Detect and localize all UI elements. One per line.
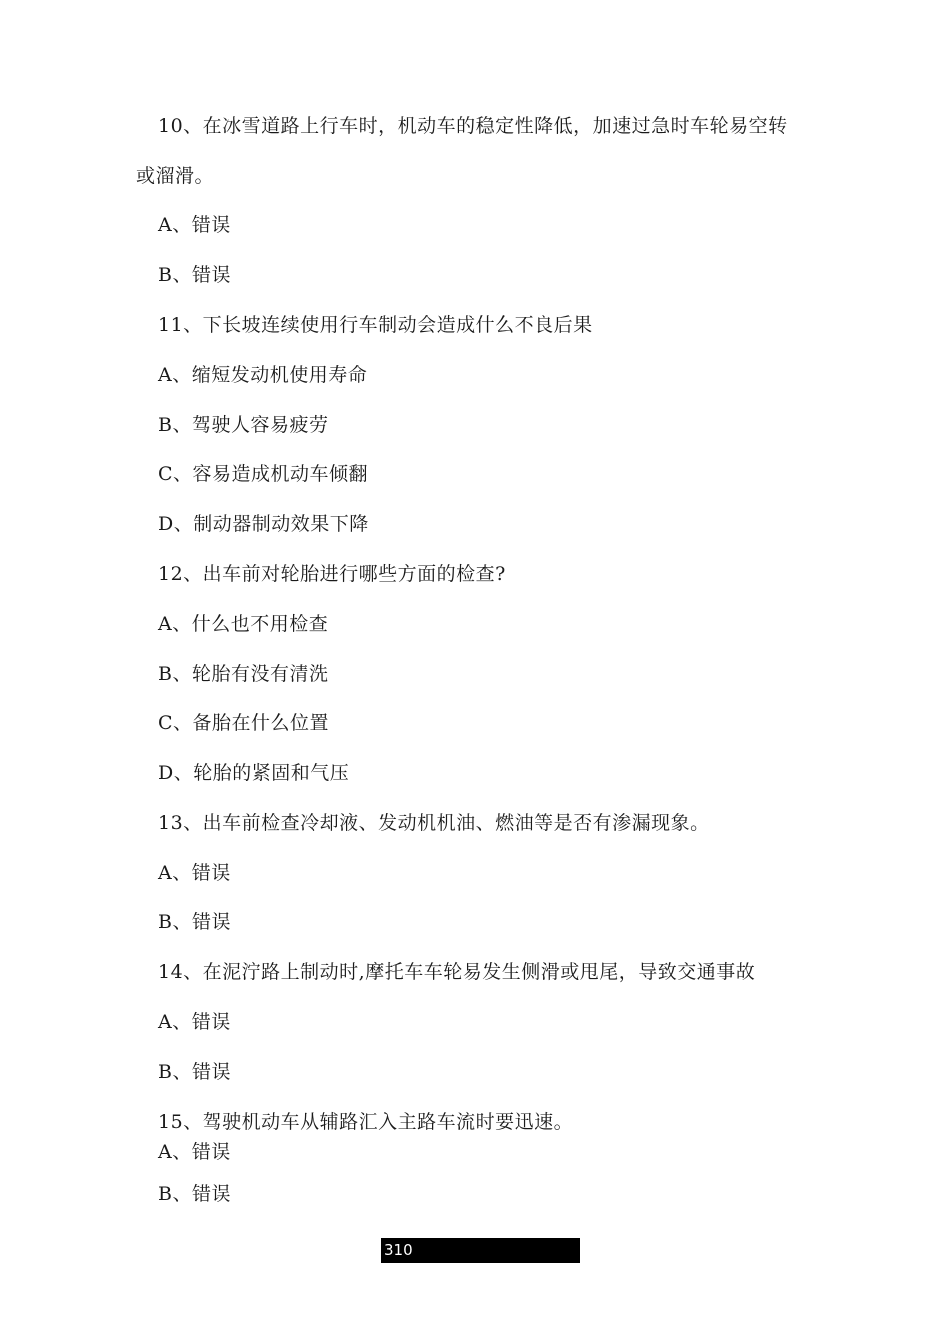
- question-12-option-b: B、轮胎有没有清洗: [158, 663, 329, 685]
- question-11-option-a: A、缩短发动机使用寿命: [158, 364, 368, 386]
- question-12-stem: 12、出车前对轮胎进行哪些方面的检查?: [158, 563, 506, 585]
- question-11-option-b: B、驾驶人容易疲劳: [158, 414, 329, 436]
- question-15-stem: 15、驾驶机动车从辅路汇入主路车流时要迅速。: [158, 1111, 574, 1133]
- question-10-option-b: B、错误: [158, 264, 231, 286]
- page-number-bar: [381, 1238, 580, 1263]
- question-11-option-c: C、容易造成机动车倾翻: [158, 463, 369, 485]
- question-13-option-b: B、错误: [158, 911, 231, 933]
- question-10-stem-line-1: 10、在冰雪道路上行车时，机动车的稳定性降低，加速过急时车轮易空转: [158, 115, 788, 137]
- question-11-option-d: D、制动器制动效果下降: [158, 513, 369, 535]
- question-14-stem: 14、在泥泞路上制动时,摩托车车轮易发生侧滑或甩尾，导致交通事故: [158, 961, 756, 983]
- page-number: 310: [384, 1241, 413, 1259]
- question-12-option-d: D、轮胎的紧固和气压: [158, 762, 350, 784]
- question-15-option-b: B、错误: [158, 1183, 231, 1205]
- question-14-option-a: A、错误: [158, 1011, 231, 1033]
- question-10-stem-line-2: 或溜滑。: [136, 165, 215, 187]
- question-11-stem: 11、下长坡连续使用行车制动会造成什么不良后果: [158, 314, 593, 336]
- question-13-stem: 13、出车前检查冷却液、发动机机油、燃油等是否有渗漏现象。: [158, 812, 710, 834]
- question-12-option-a: A、什么也不用检查: [158, 613, 329, 635]
- question-12-option-c: C、备胎在什么位置: [158, 712, 330, 734]
- question-15-option-a: A、错误: [158, 1141, 231, 1163]
- question-10-option-a: A、错误: [158, 214, 231, 236]
- question-13-option-a: A、错误: [158, 862, 231, 884]
- question-14-option-b: B、错误: [158, 1061, 231, 1083]
